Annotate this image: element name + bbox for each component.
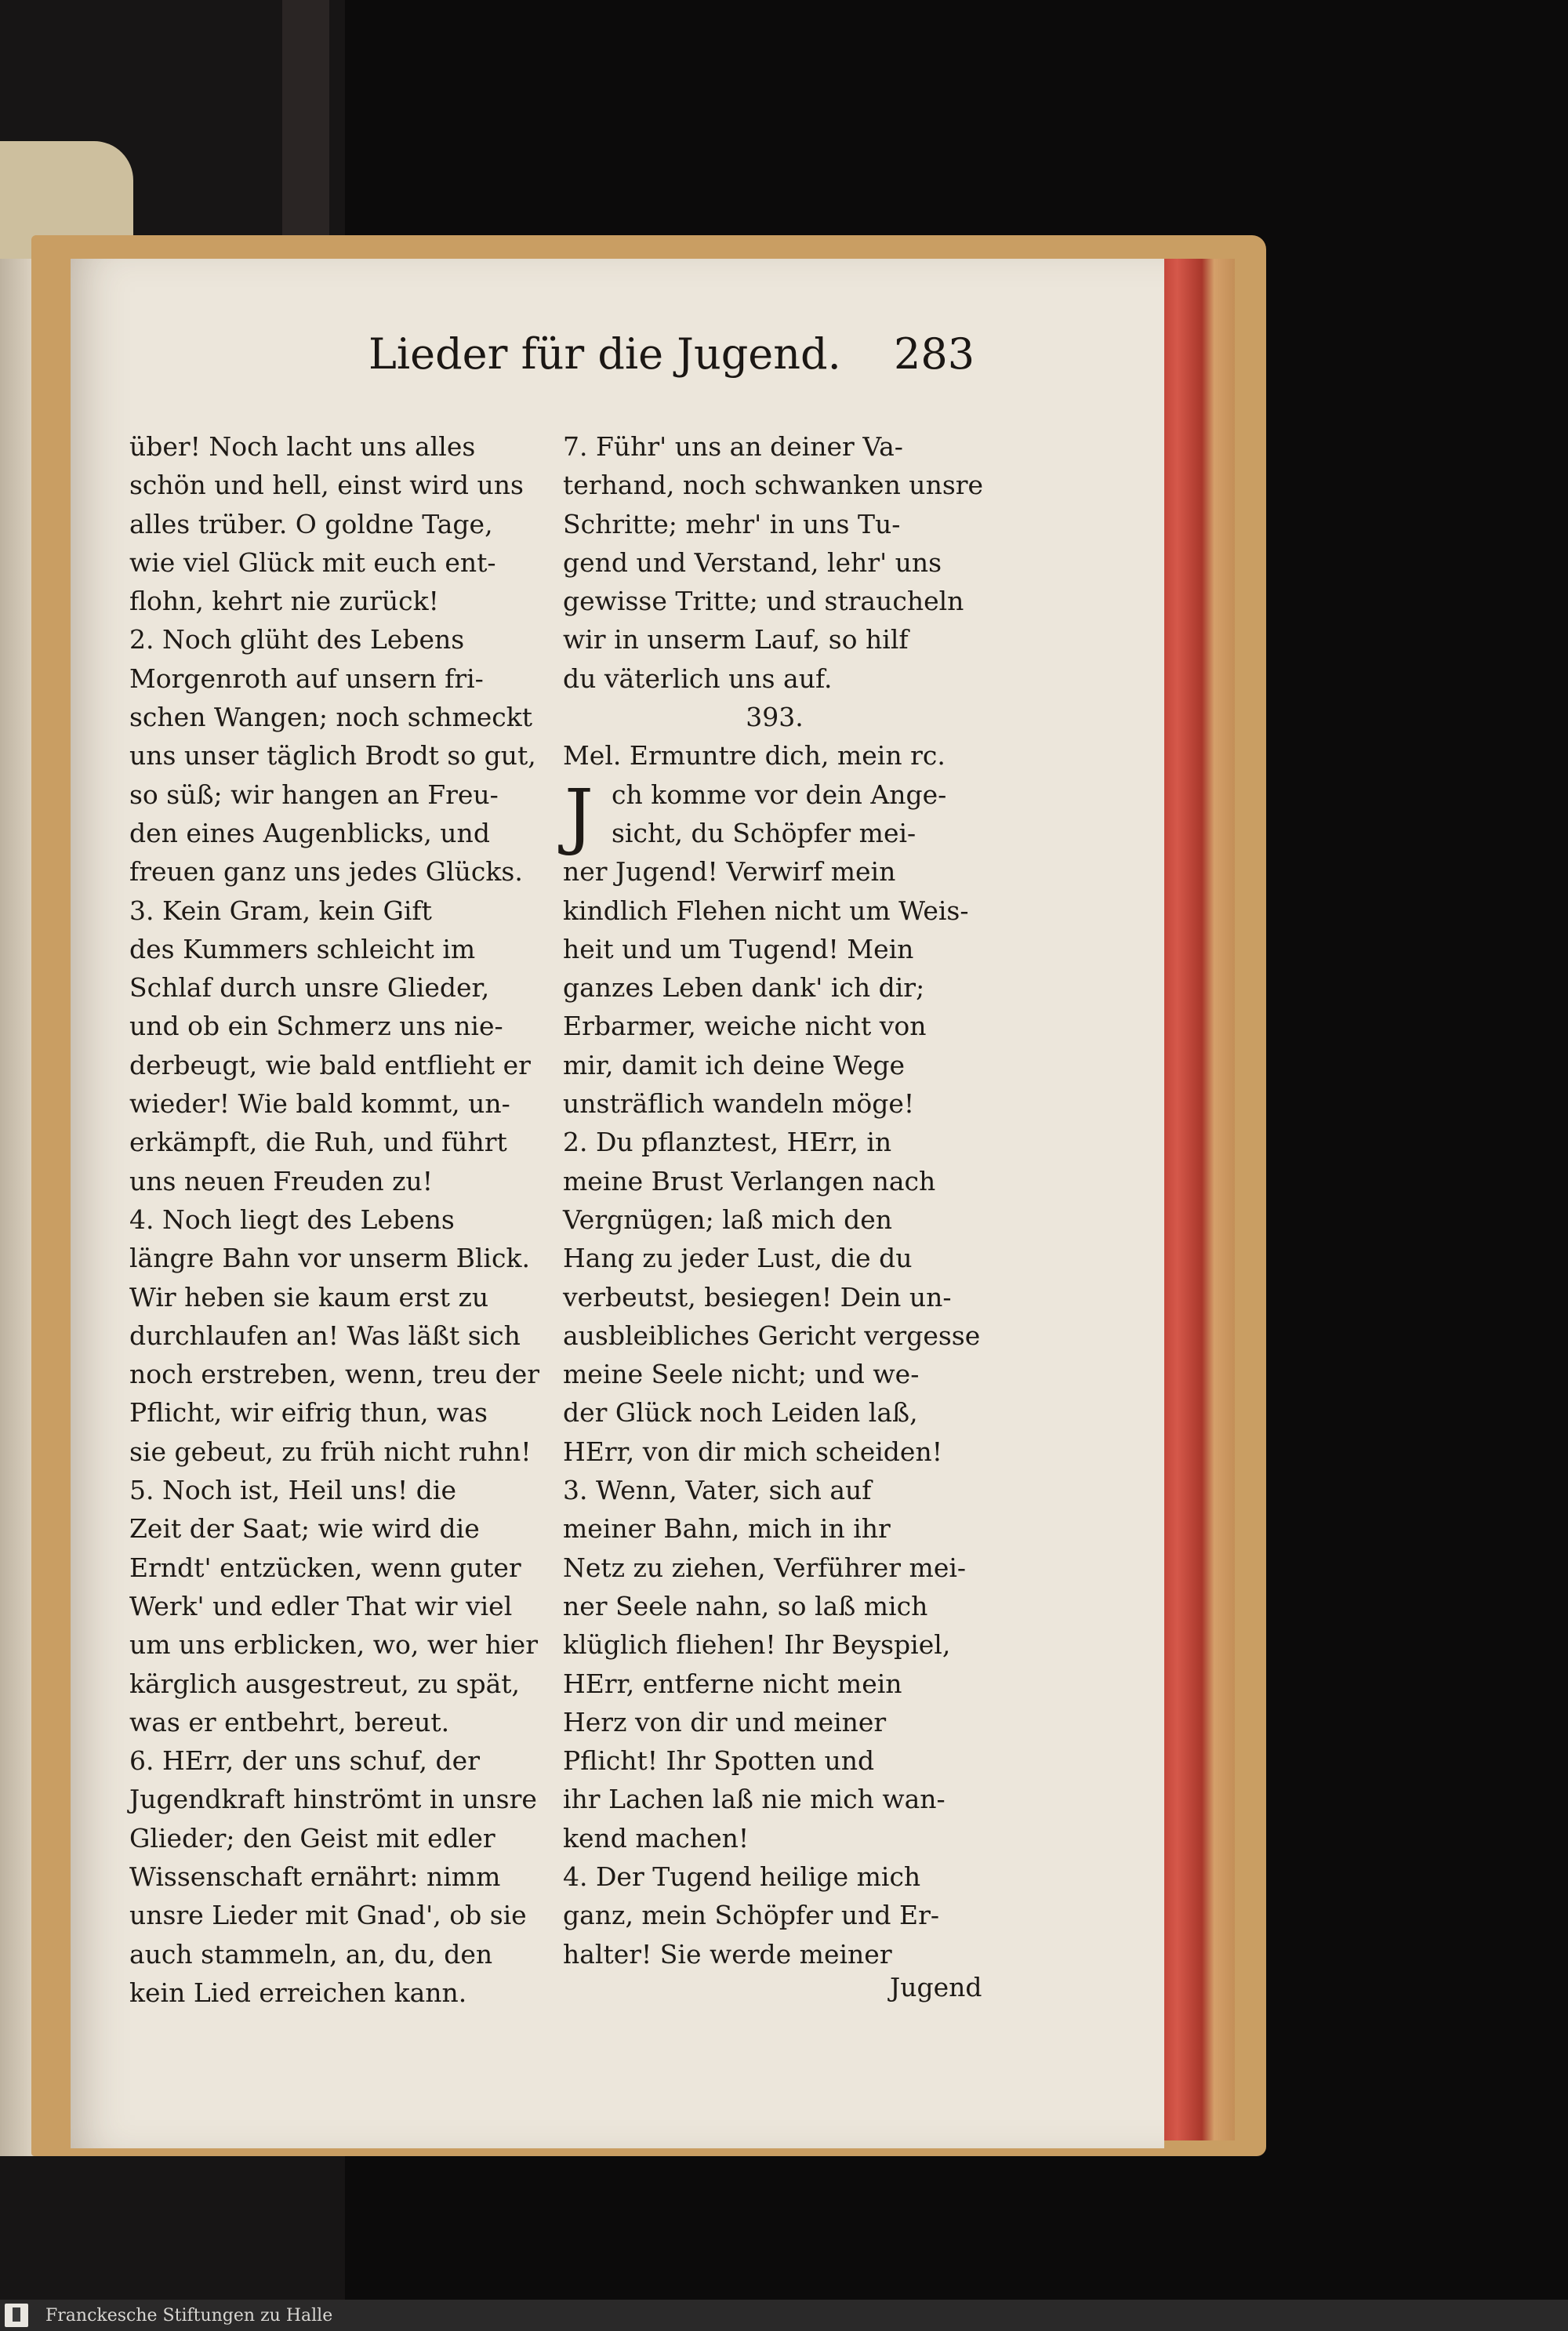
text-line: unsträflich wandeln möge!: [563, 1088, 915, 1120]
text-line: halter! Sie werde meiner: [563, 1938, 892, 1970]
text-line: freuen ganz uns jedes Glücks.: [129, 856, 523, 888]
text-line: gewisse Tritte; und straucheln: [563, 586, 964, 617]
footer-credit: Franckesche Stiftungen zu Halle: [45, 2306, 333, 2326]
text-line: längre Bahn vor unserm Blick.: [129, 1243, 530, 1274]
text-line: um uns erblicken, wo, wer hier: [129, 1629, 538, 1661]
text-line: sie gebeut, zu früh nicht ruhn!: [129, 1436, 532, 1467]
text-line: ner Jugend! Verwirf mein: [563, 856, 896, 888]
text-line: Herz von dir und meiner: [563, 1706, 887, 1737]
text-line: 7. Führ' uns an deiner Va-: [563, 431, 903, 462]
text-line: verbeutst, besiegen! Dein un-: [563, 1281, 952, 1313]
text-line: kindlich Flehen nicht um Weis-: [563, 895, 969, 926]
text-line: Erndt' entzücken, wenn guter: [129, 1552, 521, 1583]
catchword: Jugend: [890, 1972, 982, 2002]
text-line: Werk' und edler That wir viel: [129, 1590, 513, 1621]
text-line: den eines Augenblicks, und: [129, 817, 490, 848]
melody-line: Mel. Ermuntre dich, mein rc.: [563, 740, 946, 772]
text-line: meiner Bahn, mich in ihr: [563, 1513, 891, 1545]
text-line: ihr Lachen laß nie mich wan-: [563, 1784, 946, 1815]
text-line: uns unser täglich Brodt so gut,: [129, 740, 536, 772]
text-line: klüglich fliehen! Ihr Beyspiel,: [563, 1629, 951, 1661]
text-line: HErr, entferne nicht mein: [563, 1668, 902, 1699]
text-line: was er entbehrt, bereut.: [129, 1706, 450, 1737]
text-line: Schlaf durch unsre Glieder,: [129, 972, 490, 1004]
institution-logo-icon: [5, 2304, 28, 2327]
running-head: Lieder für die Jugend.: [368, 329, 841, 379]
text-line: Erbarmer, weiche nicht von: [563, 1011, 927, 1042]
text-line: kend machen!: [563, 1822, 750, 1854]
text-line-content: sicht, du Schöpfer mei-: [612, 817, 916, 848]
text-line: Vergnügen; laß mich den: [563, 1204, 892, 1235]
drop-cap: J: [564, 773, 593, 858]
text-line: kein Lied erreichen kann.: [129, 1977, 467, 2008]
text-line: durchlaufen an! Was läßt sich: [129, 1320, 521, 1351]
text-line: noch erstreben, wenn, treu der: [129, 1359, 540, 1390]
text-line: kärglich ausgestreut, zu spät,: [129, 1668, 521, 1699]
right-text-column: [563, 427, 986, 1973]
text-line: [563, 814, 986, 852]
text-line: Zeit der Saat; wie wird die: [129, 1513, 480, 1545]
text-line: Schritte; mehr' in uns Tu-: [563, 508, 901, 539]
footer-bar: [0, 2300, 1568, 2331]
left-text-column: [129, 427, 557, 2012]
text-line: HErr, von dir mich scheiden!: [563, 1436, 942, 1467]
text-line: und ob ein Schmerz uns nie-: [129, 1011, 503, 1042]
text-line: Wir heben sie kaum erst zu: [129, 1281, 489, 1313]
text-line: wie viel Glück mit euch ent-: [129, 546, 496, 578]
text-line: 3. Wenn, Vater, sich auf: [563, 1475, 872, 1506]
text-line: Glieder; den Geist mit edler: [129, 1822, 495, 1854]
text-line: alles trüber. O goldne Tage,: [129, 508, 493, 539]
text-line: Pflicht! Ihr Spotten und: [563, 1745, 875, 1777]
text-line: schen Wangen; noch schmeckt: [129, 702, 533, 733]
text-line: derbeugt, wie bald entflieht er: [129, 1049, 531, 1080]
text-line: gend und Verstand, lehr' uns: [563, 546, 942, 578]
text-line: des Kummers schleicht im: [129, 933, 476, 964]
text-line: wieder! Wie bald kommt, un-: [129, 1088, 510, 1120]
text-line: Morgenroth auf unsern fri-: [129, 663, 484, 694]
text-line: ner Seele nahn, so laß mich: [563, 1590, 928, 1621]
text-line: auch stammeln, an, du, den: [129, 1938, 493, 1970]
text-line: heit und um Tugend! Mein: [563, 933, 914, 964]
text-line: schön und hell, einst wird uns: [129, 470, 524, 501]
text-line: Jugendkraft hinströmt in unsre: [129, 1784, 537, 1815]
red-page-edges: [1152, 259, 1235, 2140]
text-line: 6. HErr, der uns schuf, der: [129, 1745, 480, 1777]
text-line: ausbleibliches Gericht vergesse: [563, 1320, 981, 1351]
text-line: über! Noch lacht uns alles: [129, 431, 476, 462]
text-line: 2. Du pflanztest, HErr, in: [563, 1127, 892, 1158]
text-line: terhand, noch schwanken unsre: [563, 470, 984, 501]
text-line: flohn, kehrt nie zurück!: [129, 586, 439, 617]
text-line-content: ch komme vor dein Ange-: [612, 779, 947, 810]
background-shadow-strip: [282, 0, 329, 259]
text-line: 4. Noch liegt des Lebens: [129, 1204, 455, 1235]
text-line: ganz, mein Schöpfer und Er-: [563, 1900, 940, 1931]
text-line: Pflicht, wir eifrig thun, was: [129, 1397, 488, 1429]
text-line: 3. Kein Gram, kein Gift: [129, 895, 432, 926]
text-line: Netz zu ziehen, Verführer mei-: [563, 1552, 967, 1583]
text-line: erkämpft, die Ruh, und führt: [129, 1127, 507, 1158]
text-line: unsre Lieder mit Gnad', ob sie: [129, 1900, 527, 1931]
hymn-number: 393.: [746, 702, 804, 733]
text-line: 4. Der Tugend heilige mich: [563, 1861, 921, 1892]
text-line: meine Brust Verlangen nach: [563, 1165, 936, 1196]
text-line: Hang zu jeder Lust, die du: [563, 1243, 913, 1274]
text-line: mir, damit ich deine Wege: [563, 1049, 906, 1080]
text-line: meine Seele nicht; und we-: [563, 1359, 920, 1390]
text-line: der Glück noch Leiden laß,: [563, 1397, 918, 1429]
text-line: so süß; wir hangen an Freu-: [129, 779, 499, 810]
text-line: du väterlich uns auf.: [563, 663, 833, 694]
text-line: 5. Noch ist, Heil uns! die: [129, 1475, 456, 1506]
page-number: 283: [894, 329, 975, 379]
text-line: uns neuen Freuden zu!: [129, 1165, 433, 1196]
text-line: Wissenschaft ernährt: nimm: [129, 1861, 501, 1892]
text-line: 2. Noch glüht des Lebens: [129, 624, 465, 655]
text-line: wir in unserm Lauf, so hilf: [563, 624, 909, 655]
text-line: ganzes Leben dank' ich dir;: [563, 972, 925, 1004]
